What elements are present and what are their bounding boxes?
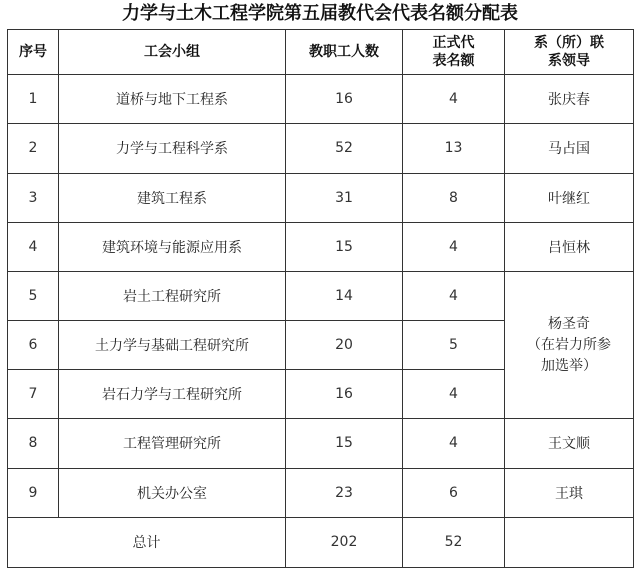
merged-leader-line3: 加选举） bbox=[541, 357, 597, 374]
header-staff: 教职工人数 bbox=[286, 30, 403, 75]
cell-index: 9 bbox=[8, 468, 59, 517]
cell-staff: 14 bbox=[286, 271, 403, 320]
cell-reps: 4 bbox=[403, 75, 505, 124]
header-leader bbox=[505, 30, 634, 75]
cell-staff: 20 bbox=[286, 321, 403, 370]
cell-staff: 15 bbox=[286, 222, 403, 271]
cell-leader-merged bbox=[505, 271, 634, 419]
total-row bbox=[8, 517, 634, 567]
cell-reps: 13 bbox=[403, 124, 505, 173]
cell-group: 建筑工程系 bbox=[59, 173, 286, 222]
cell-group: 岩石力学与工程研究所 bbox=[59, 370, 286, 419]
header-reps-line1: 正式代 bbox=[432, 35, 475, 52]
header-index: 序号 bbox=[8, 30, 59, 75]
cell-group: 工程管理研究所 bbox=[59, 419, 286, 468]
cell-group: 土力学与基础工程研究所 bbox=[59, 321, 286, 370]
cell-group: 道桥与地下工程系 bbox=[59, 75, 286, 124]
cell-reps: 4 bbox=[403, 419, 505, 468]
table-row bbox=[8, 173, 634, 222]
cell-leader: 马占国 bbox=[505, 124, 634, 173]
cell-staff: 15 bbox=[286, 419, 403, 468]
header-leader-line1: 系（所）联 bbox=[534, 35, 604, 52]
cell-staff: 52 bbox=[286, 124, 403, 173]
cell-reps: 4 bbox=[403, 222, 505, 271]
header-reps-line2: 表名额 bbox=[432, 53, 475, 70]
cell-staff: 16 bbox=[286, 370, 403, 419]
table-title: 力学与土木工程学院第五届教代会代表名额分配表 bbox=[122, 3, 518, 24]
cell-group: 力学与工程科学系 bbox=[59, 124, 286, 173]
header-leader-line2: 系领导 bbox=[548, 53, 590, 70]
total-reps: 52 bbox=[403, 517, 505, 567]
cell-reps: 8 bbox=[403, 173, 505, 222]
cell-staff: 16 bbox=[286, 75, 403, 124]
cell-leader: 王琪 bbox=[505, 468, 634, 517]
cell-leader: 叶继红 bbox=[505, 173, 634, 222]
cell-reps: 4 bbox=[403, 271, 505, 320]
cell-staff: 31 bbox=[286, 173, 403, 222]
cell-index: 2 bbox=[8, 124, 59, 173]
cell-index: 7 bbox=[8, 370, 59, 419]
total-leader-empty bbox=[505, 517, 634, 567]
table-row bbox=[8, 419, 634, 468]
cell-group: 建筑环境与能源应用系 bbox=[59, 222, 286, 271]
cell-group: 机关办公室 bbox=[59, 468, 286, 517]
cell-index: 8 bbox=[8, 419, 59, 468]
total-label: 总计 bbox=[8, 517, 286, 567]
cell-group: 岩土工程研究所 bbox=[59, 271, 286, 320]
allocation-table bbox=[7, 29, 634, 568]
table-row bbox=[8, 124, 634, 173]
cell-leader: 张庆春 bbox=[505, 75, 634, 124]
cell-reps: 6 bbox=[403, 468, 505, 517]
header-reps bbox=[403, 30, 505, 75]
cell-index: 4 bbox=[8, 222, 59, 271]
cell-leader: 吕恒林 bbox=[505, 222, 634, 271]
table-row bbox=[8, 222, 634, 271]
table-row bbox=[8, 75, 634, 124]
merged-leader-line1: 杨圣奇 bbox=[548, 315, 590, 332]
cell-index: 1 bbox=[8, 75, 59, 124]
merged-leader-line2: （在岩力所参 bbox=[527, 336, 611, 353]
cell-index: 6 bbox=[8, 321, 59, 370]
cell-index: 3 bbox=[8, 173, 59, 222]
total-staff: 202 bbox=[286, 517, 403, 567]
cell-leader: 王文顺 bbox=[505, 419, 634, 468]
cell-index: 5 bbox=[8, 271, 59, 320]
table-row bbox=[8, 271, 634, 320]
header-row bbox=[8, 30, 634, 75]
header-group: 工会小组 bbox=[59, 30, 286, 75]
cell-staff: 23 bbox=[286, 468, 403, 517]
cell-reps: 5 bbox=[403, 321, 505, 370]
cell-reps: 4 bbox=[403, 370, 505, 419]
table-row bbox=[8, 468, 634, 517]
